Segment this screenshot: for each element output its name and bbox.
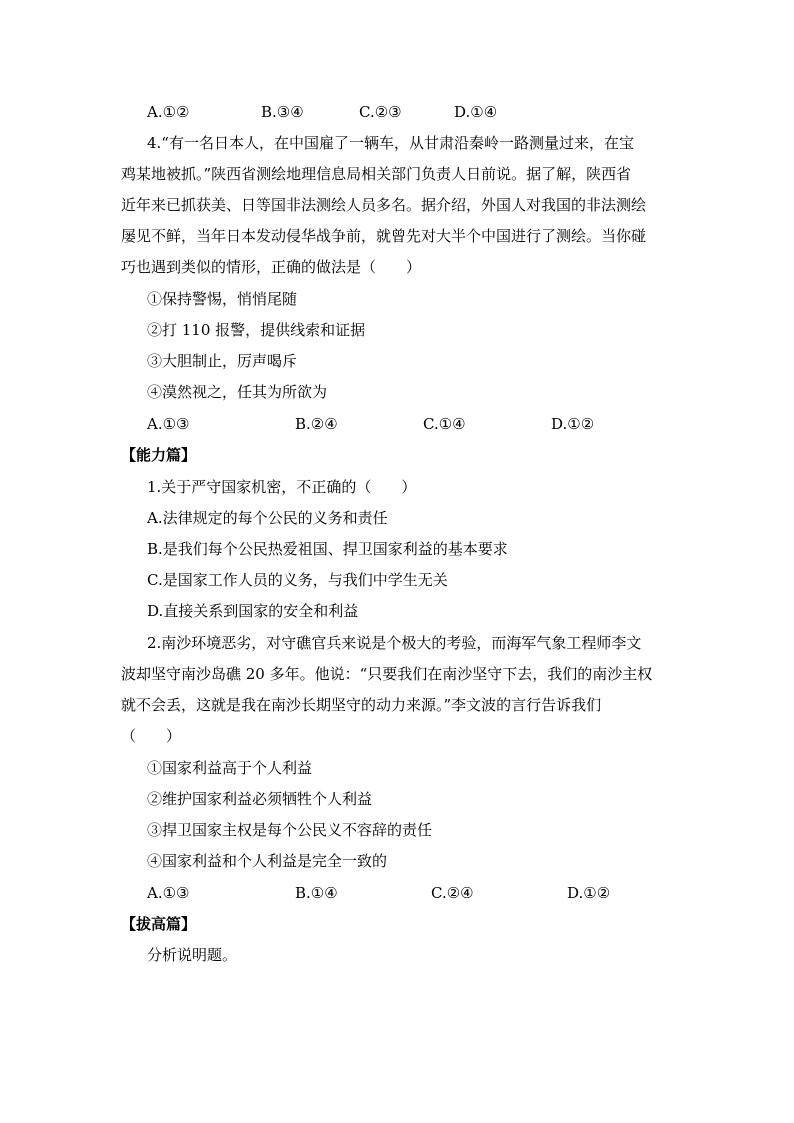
- a1-option: C.是国家工作人员的义务，与我们中学生无关: [147, 571, 448, 589]
- a2-stem-line: 就不会丢，这就是我在南沙长期坚守的动力来源。”李文波的言行告诉我们: [121, 696, 602, 714]
- a1-stem: 1.关于严守国家机密，不正确的（ ）: [147, 478, 417, 496]
- q3-options: [147, 102, 567, 122]
- option-c: C.②③: [359, 103, 402, 121]
- option-d: D.①②: [551, 415, 595, 433]
- a2-item: ④国家利益和个人利益是完全一致的: [147, 852, 388, 870]
- a2-item: ①国家利益高于个人利益: [147, 759, 313, 777]
- q4-item: ①保持警惕，悄悄尾随: [147, 290, 298, 308]
- option-c: C.②④: [431, 884, 474, 902]
- q4-item: ④漠然视之，任其为所欲为: [147, 383, 328, 401]
- q4-stem-line: 巧也遇到类似的情形，正确的做法是（ ）: [121, 258, 422, 276]
- section-heading-advanced: 【拔高篇】: [121, 915, 197, 933]
- a2-stem-line: 波却坚守南沙岛礁 20 多年。他说：“只要我们在南沙坚守下去，我们的南沙主权: [121, 665, 653, 683]
- a2-item: ②维护国家利益必须牺牲个人利益: [147, 790, 373, 808]
- option-a: A.①③: [147, 415, 190, 433]
- q4-stem-line: 鸡某地被抓。”陕西省测绘地理信息局相关部门负责人日前说。据了解，陕西省: [121, 165, 632, 183]
- option-c: C.①④: [423, 415, 466, 433]
- option-d: D.①④: [454, 103, 498, 121]
- advanced-prompt: 分析说明题。: [147, 946, 238, 964]
- a1-option: A.法律规定的每个公民的义务和责任: [147, 509, 388, 527]
- a2-item: ③捍卫国家主权是每个公民义不容辞的责任: [147, 821, 433, 839]
- a1-option: D.直接关系到国家的安全和利益: [147, 602, 359, 620]
- q4-stem-line: 近年来已抓获美、日等国非法测绘人员多名。据介绍，外国人对我国的非法测绘: [121, 196, 647, 214]
- q4-item: ③大胆制止，厉声喝斥: [147, 352, 298, 370]
- a2-stem-line: （ ）: [121, 727, 182, 745]
- option-b: B.②④: [295, 415, 338, 433]
- option-d: D.①②: [567, 884, 611, 902]
- q4-stem-line: 屡见不鲜，当年日本发动侵华战争前，就曾先对大半个中国进行了测绘。当你碰: [121, 227, 647, 245]
- q4-options: [147, 414, 607, 434]
- option-b: B.①④: [295, 884, 338, 902]
- a2-options: [147, 883, 627, 903]
- option-b: B.③④: [261, 103, 304, 121]
- option-a: A.①②: [147, 103, 190, 121]
- q4-stem-line: 4.“有一名日本人，在中国雇了一辆车，从甘肃沿秦岭一路测量过来，在宝: [147, 134, 634, 152]
- a1-option: B.是我们每个公民热爱祖国、捍卫国家利益的基本要求: [147, 540, 508, 558]
- a2-stem-line: 2.南沙环境恶劣，对守礁官兵来说是个极大的考验，而海军气象工程师李文: [147, 634, 642, 652]
- option-a: A.①③: [147, 884, 190, 902]
- q4-item: ②打 110 报警，提供线索和证据: [147, 321, 366, 339]
- section-heading-ability: 【能力篇】: [121, 446, 197, 464]
